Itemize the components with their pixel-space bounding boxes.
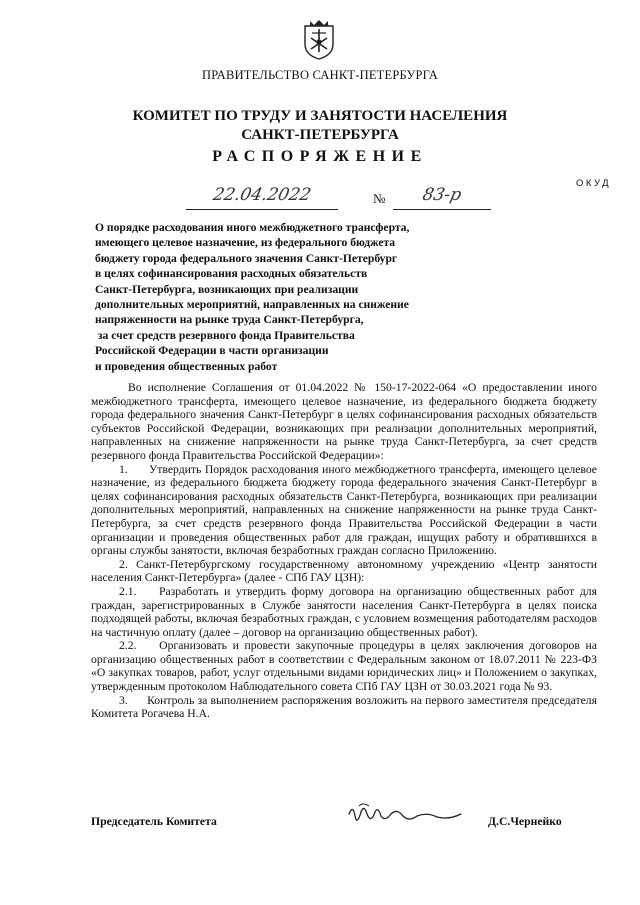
subject-line: в целях софинансирования расходных обязательств (95, 267, 368, 281)
subject-line: и проведения общественных работ (95, 359, 278, 373)
committee-name-line2: САНКТ-ПЕТЕРБУРГА (241, 127, 399, 143)
handwritten-signature (345, 800, 465, 832)
subject-line: дополнительных мероприятий, направленных на снижение (95, 298, 409, 312)
number-field (393, 185, 491, 210)
subject-line: за счет средств резервного фонда Правительства (95, 328, 355, 342)
document-body (91, 381, 600, 721)
signer-name: Д.С.Чернейко (488, 815, 562, 828)
paragraph-1: 1. Утвердить Порядок расходования иного межбюджетного трансферта, имеющего целевое назначение, из федерального бюджета бюджету города федерального значения Санкт-Петербург в целях софинансирования расходных обязательств Санкт-Петербурга, возникающих при реализации дополнительных мероприятий, направленных на снижение напряженности на рынке труда Санкт-Петербурга, за счет средств резервного фонда Правительства Российской Федерации в части организации и проведения общественных работ для граждан, ищущих работу и обратившихся в органы службы занятости, включая безработных граждан согласно Приложению. (91, 462, 600, 558)
subject-line: имеющего целевое назначение, из федерального бюджета (95, 236, 396, 250)
handwritten-number: 83-р (420, 185, 464, 205)
handwritten-date: 22.04.2022 (211, 185, 313, 205)
signer-title: Председатель Комитета (91, 815, 217, 828)
paragraph-2-1: 2.1. Разработать и утвердить форму договора на организацию общественных работ для граждан, зарегистрированных в Службе занятости населения Санкт-Петербурга в целях поиска подходящей работы, включая безработных граждан, с условием возмещения работодателям расходов на частичную оплату (далее – договор на организацию общественных работ). (91, 584, 600, 639)
subject-line: Санкт-Петербурга, возникающих при реализации (95, 282, 359, 296)
paragraph-2: 2. Санкт-Петербургскому государственному автономному учреждению «Центр занятости населения Санкт-Петербурга» (далее - СПб ГАУ ЦЗН): (91, 557, 597, 585)
paragraph-3: 3. Контроль за выполнением распоряжения возложить на первого заместителя председателя Комитета Рогачева Н.А. (91, 693, 600, 721)
document-subject (95, 220, 475, 374)
subject-line: напряженности на рынке труда Санкт-Петербурга, (95, 313, 364, 327)
preamble-paragraph: Во исполнение Соглашения от 01.04.2022 № 150-17-2022-064 «О предоставлении иного межбюджетного трансферта, имеющего целевое назначение, из федерального бюджета бюджету города федерального значения Санкт-Петербург в целях софинансирования расходных обязательств субъектов Российской Федерации, возникающих при реализации дополнительных мероприятий, направленных на снижение напряженности на рынке труда Санкт-Петербурга, за счет средств резервного фонда Правительства Российской Федерации»: (91, 381, 597, 462)
committee-name-line1: КОМИТЕТ ПО ТРУДУ И ЗАНЯТОСТИ НАСЕЛЕНИЯ (132, 108, 508, 124)
subject-line: Российской Федерации в части организации (95, 344, 329, 358)
committee-name (0, 107, 640, 145)
subject-line: бюджету города федерального значения Санкт-Петербург (95, 251, 398, 265)
coat-of-arms-icon (302, 18, 336, 60)
date-field (186, 185, 338, 210)
document-type-title: РАСПОРЯЖЕНИЕ (212, 148, 428, 165)
number-label: № (373, 191, 386, 206)
okud-label: ОКУД (576, 178, 612, 189)
paragraph-2-2: 2.2. Организовать и провести закупочные процедуры в целях заключения договоров на организацию общественных работ в соответствии с Федеральным законом от 18.07.2011 № 223-ФЗ «О закупках товаров, работ, услуг отдельными видами юридических лиц» и Положением о закупках, утвержденным протоколом Наблюдательного совета СПб ГАУ ЦЗН от 30.03.2021 года № 93. (91, 639, 600, 694)
government-name: ПРАВИТЕЛЬСТВО САНКТ-ПЕТЕРБУРГА (202, 68, 438, 82)
subject-line: О порядке расходования иного межбюджетного трансферта, (95, 221, 410, 234)
